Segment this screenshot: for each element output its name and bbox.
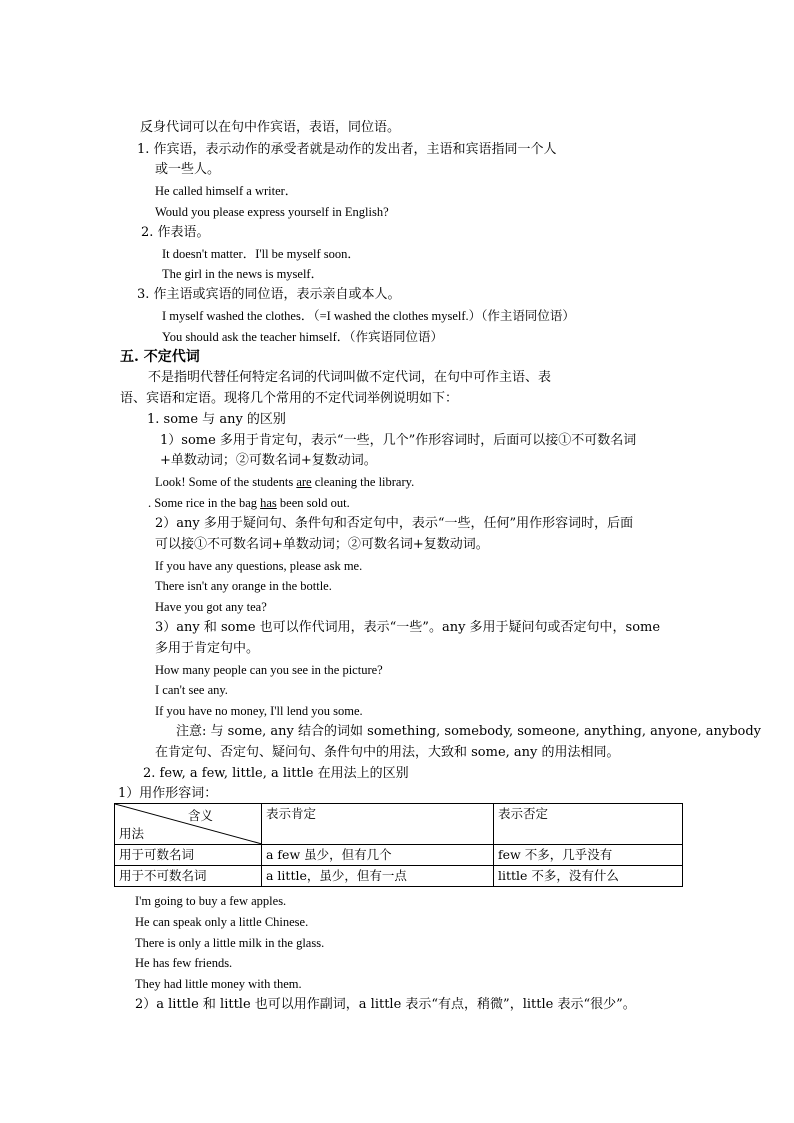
- example-line: Have you got any tea?: [155, 600, 267, 614]
- intro-line: 反身代词可以在句中作宾语，表语，同位语。: [140, 120, 401, 135]
- example-line: I can't see any.: [155, 683, 228, 697]
- cell-affirmative: a little，虽少，但有一点: [262, 866, 494, 887]
- rule-line: 2）a little 和 little 也可以用作副词，a little 表示“有点，稍微”，little 表示“很少”。: [135, 997, 636, 1012]
- rule-line: 2）any 多用于疑问句、条件句和否定句中，表示“一些，任何”用作形容词时，后面: [155, 516, 634, 531]
- cell-negative: little 不多，没有什么: [494, 866, 683, 887]
- example-line: They had little money with them.: [135, 977, 302, 991]
- cell-negative: few 不多，几乎没有: [494, 845, 683, 866]
- header-negative: 表示否定: [494, 804, 683, 845]
- table-row: [115, 845, 683, 866]
- example-line: There isn't any orange in the bottle.: [155, 579, 332, 593]
- diagonal-header-cell: [115, 804, 262, 845]
- point-2-line: 2. 作表语。: [141, 225, 210, 240]
- example-line: Look! Some of the students are cleaning the library.: [155, 475, 415, 489]
- example-line: You should ask the teacher himself．（作宾语同位语）: [162, 330, 443, 344]
- example-line: . Some rice in the bag has been sold out.: [148, 496, 350, 510]
- table-row: [115, 866, 683, 887]
- example-line: There is only a little milk in the glass.: [135, 936, 325, 950]
- header-usage: 用法: [119, 826, 145, 841]
- rule-continuation: +单数动词；②可数名词+复数动词。: [160, 453, 377, 468]
- point-3-line: 3. 作主语或宾语的同位语，表示亲自或本人。: [137, 287, 401, 302]
- subheading: 2. few, a few, little, a little 在用法上的区别: [143, 766, 409, 781]
- subheading: 1. some 与 any 的区别: [147, 412, 286, 427]
- example-line: If you have no money, I'll lend you some.: [155, 704, 363, 718]
- example-line: How many people can you see in the picture?: [155, 663, 383, 677]
- example-line: I'm going to buy a few apples.: [135, 894, 287, 908]
- rule-continuation: 多用于肯定句中。: [155, 641, 260, 656]
- underlined-verb: are: [296, 475, 312, 489]
- example-line: The girl in the news is myself．: [162, 267, 324, 281]
- example-line: I myself washed the clothes．（=I washed the clothes myself.）（作主语同位语）: [162, 309, 575, 323]
- note-line: 注意: 与 some, any 结合的词如 something, somebody, someone, anything, anyone, anybody: [176, 724, 762, 739]
- point-1-line: 1. 作宾语，表示动作的承受者就是动作的发出者，主语和宾语指同一个人: [137, 142, 557, 157]
- example-line: It doesn't matter．I'll be myself soon．: [162, 247, 360, 261]
- example-line: Would you please express yourself in English?: [155, 205, 389, 219]
- example-line: He called himself a writer．: [155, 184, 298, 198]
- note-continuation: 在肯定句、否定句、疑问句、条件句中的用法，大致和 some, any 的用法相同。: [155, 745, 620, 760]
- subheading: 1）用作形容词：: [118, 786, 218, 801]
- underlined-verb: has: [260, 496, 277, 510]
- point-1-continuation: 或一些人。: [155, 162, 221, 177]
- section-intro-line: 不是指明代替任何特定名词的代词叫做不定代词，在句中可作主语、表: [148, 370, 552, 385]
- header-meaning: 含义: [187, 808, 213, 823]
- row-label: 用于可数名词: [115, 845, 262, 866]
- rule-line: 3）any 和 some 也可以作代词用，表示“一些”。any 多用于疑问句或否定句中，some: [155, 620, 661, 635]
- row-label: 用于不可数名词: [115, 866, 262, 887]
- section-heading: 五. 不定代词: [120, 349, 200, 365]
- cell-affirmative: a few 虽少，但有几个: [262, 845, 494, 866]
- example-line: If you have any questions, please ask me.: [155, 559, 363, 573]
- example-line: He can speak only a little Chinese.: [135, 915, 309, 929]
- table-header-row: [115, 804, 683, 845]
- rule-continuation: 可以接①不可数名词+单数动词；②可数名词+复数动词。: [155, 537, 489, 552]
- section-intro-continuation: 语、宾语和定语。现将几个常用的不定代词举例说明如下：: [120, 391, 459, 406]
- rule-line: 1）some 多用于肯定句，表示“一些，几个”作形容词时，后面可以接①不可数名词: [160, 433, 637, 448]
- header-affirmative: 表示肯定: [262, 804, 494, 845]
- example-line: He has few friends.: [135, 956, 233, 970]
- usage-table: [114, 803, 683, 887]
